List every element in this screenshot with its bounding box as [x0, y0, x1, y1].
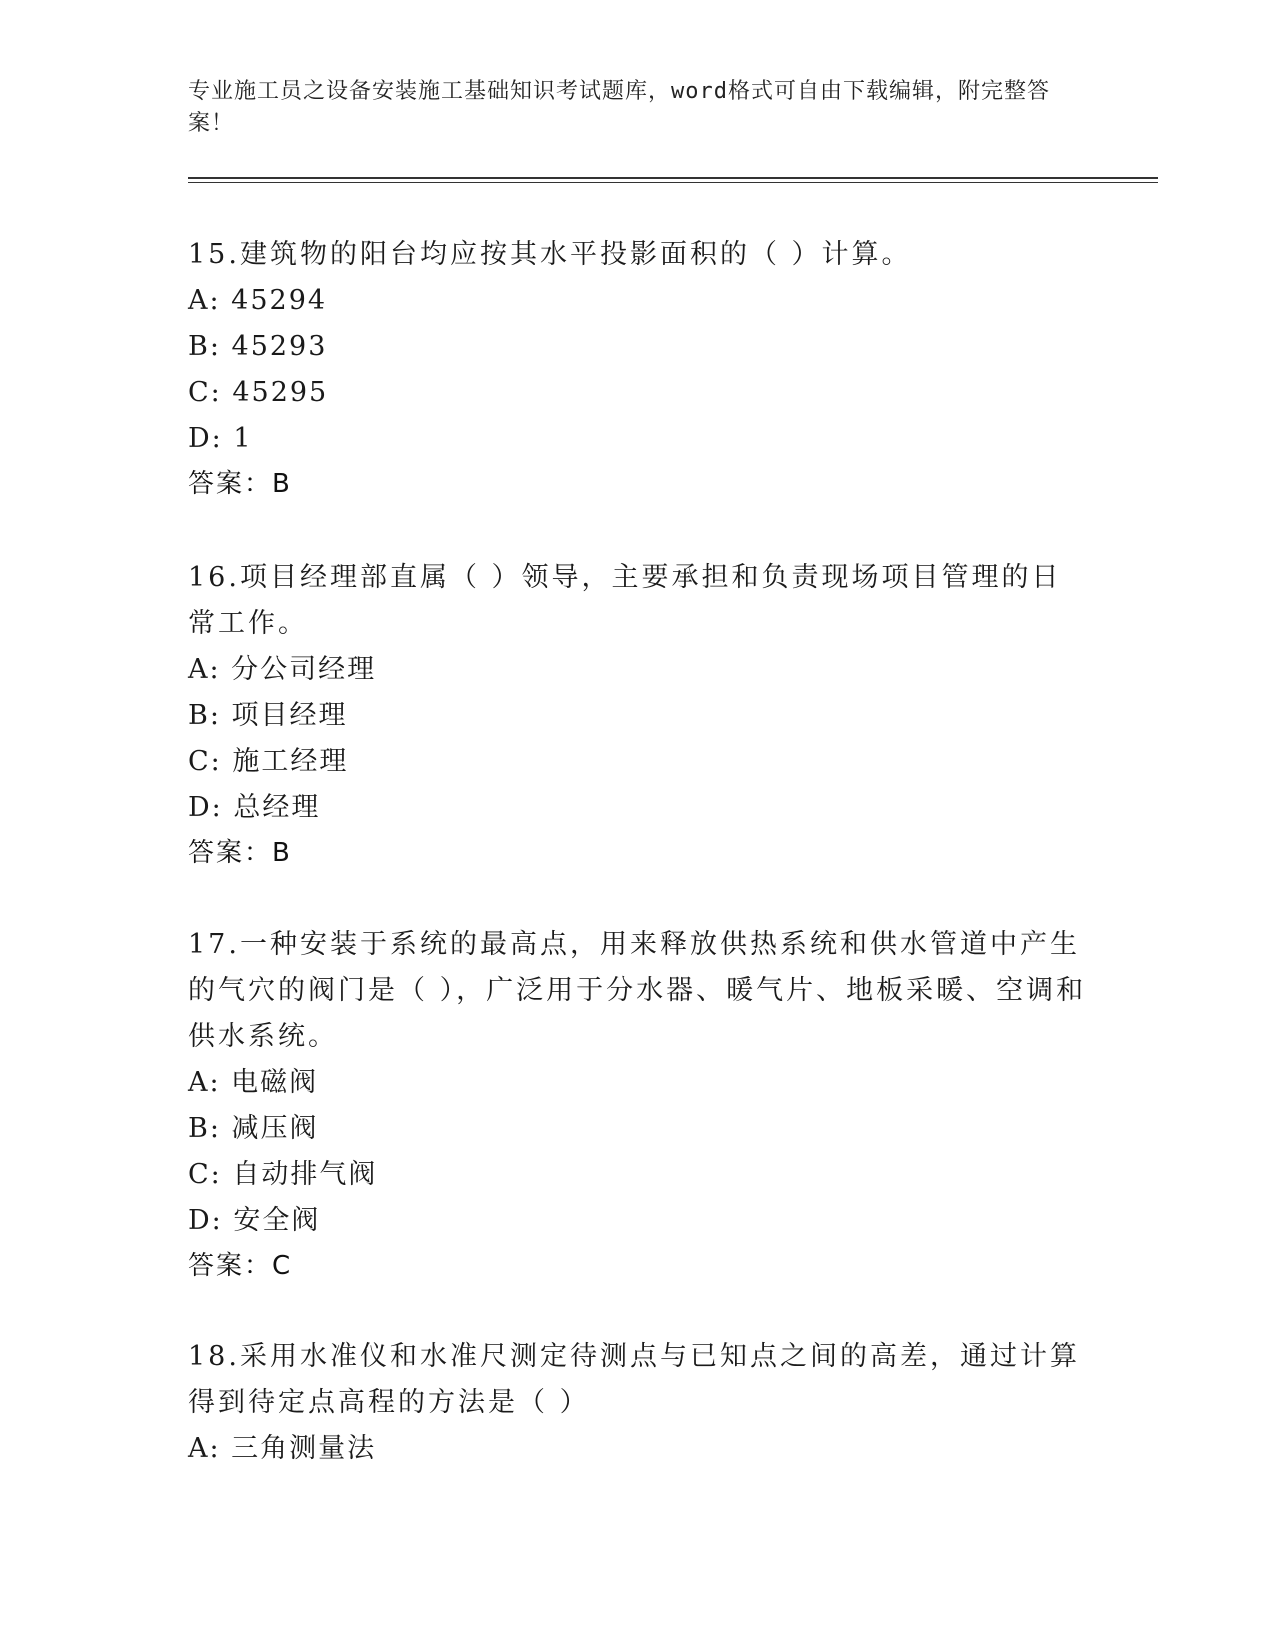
question-stem: 15.建筑物的阳台均应按其水平投影面积的（ ）计算。	[188, 239, 912, 270]
option-b: B: 减压阀	[188, 1113, 319, 1144]
answer: 答案：B	[188, 469, 292, 499]
question-stem: 17.一种安装于系统的最高点，用来释放供热系统和供水管道中产生的气穴的阀门是（ ），广泛用于分水器、暖气片、地板采暖、空调和供水系统。	[188, 929, 1087, 1052]
answer: 答案：C	[188, 1251, 293, 1281]
option-a: A: 45294	[188, 285, 328, 316]
option-a: A: 三角测量法	[188, 1433, 377, 1464]
option-d: D: 安全阀	[188, 1205, 321, 1236]
option-c: C: 自动排气阀	[188, 1159, 378, 1190]
option-a: A: 电磁阀	[188, 1067, 319, 1098]
option-a: A: 分公司经理	[188, 654, 377, 685]
answer: 答案：B	[188, 838, 292, 868]
option-d: D: 总经理	[188, 792, 321, 823]
option-d: D: 1	[188, 423, 253, 454]
question-17	[188, 922, 1088, 1288]
question-18	[188, 1334, 1088, 1472]
header-divider-thin	[188, 182, 1158, 183]
question-16	[188, 555, 1088, 875]
option-c: C: 45295	[188, 377, 329, 408]
header-divider	[188, 177, 1158, 179]
option-c: C: 施工经理	[188, 746, 349, 777]
document-header: 专业施工员之设备安装施工基础知识考试题库，word格式可自由下载编辑，附完整答案！	[188, 79, 1050, 136]
question-stem: 16.项目经理部直属（ ）领导，主要承担和负责现场项目管理的日常工作。	[188, 562, 1062, 639]
question-15	[188, 232, 1088, 506]
option-b: B: 项目经理	[188, 700, 348, 731]
option-b: B: 45293	[188, 331, 328, 362]
question-stem: 18.采用水准仪和水准尺测定待测点与已知点之间的高差，通过计算得到待定点高程的方法是（ ）	[188, 1341, 1080, 1418]
